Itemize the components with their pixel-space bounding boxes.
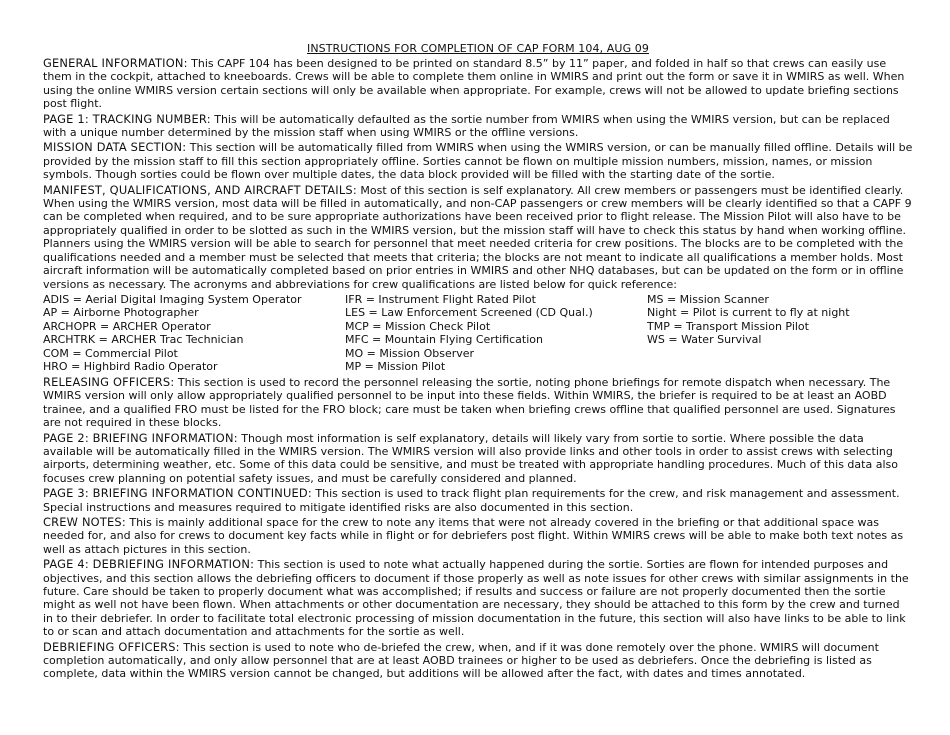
section-heading: RELEASING OFFICERS:	[43, 374, 175, 389]
section-heading: MANIFEST, QUALIFICATIONS, AND AIRCRAFT DETAILS:	[43, 182, 357, 197]
acronym-entry: ARCHTRK = ARCHER Trac Technician	[43, 333, 244, 347]
section-heading: GENERAL INFORMATION:	[43, 56, 188, 70]
section-debriefing-officers	[43, 641, 913, 681]
section-heading: PAGE 1: TRACKING NUMBER:	[43, 111, 211, 126]
section-debriefing-information	[43, 558, 913, 638]
section-tracking-number	[43, 113, 913, 140]
acronym-entry: Night = Pilot is current to fly at night	[647, 306, 850, 320]
document-title: INSTRUCTIONS FOR COMPLETION OF CAP FORM 104, AUG 09	[306, 42, 649, 55]
section-briefing-continued	[43, 487, 913, 514]
acronym-entry: HRO = Highbird Radio Operator	[43, 360, 218, 374]
acronym-list	[43, 293, 913, 374]
section-crew-notes	[43, 516, 913, 556]
acronym-entry: IFR = Instrument Flight Rated Pilot	[345, 292, 536, 306]
instructions-page	[43, 42, 913, 683]
section-body: This CAPF 104 has been designed to be printed on standard 8.5” by 11” paper, and folded in half so that crews can easily use them in the cockpit, attached to kneeboards. Crews will be able to complete them online in WMIRS and print out the form or save it in WMIRS as well. When using the online WMIRS version certain sections will only be available when appropriate. For example, crews will not be allowed to update briefing sections post flight.	[43, 57, 905, 111]
acronym-entry: MFC = Mountain Flying Certification	[345, 333, 543, 347]
acronym-entry: MS = Mission Scanner	[647, 292, 769, 306]
section-mission-data	[43, 141, 913, 181]
acronym-entry: MO = Mission Observer	[345, 346, 475, 360]
acronym-entry: TMP = Transport Mission Pilot	[647, 319, 809, 333]
section-body: Most of this section is self explanatory. All crew members or passengers must be identified clearly. When using the WMIRS version, most data will be filled in automatically, and non-CAP passengers or crew members will be clearly identified so that a CAPF 9 can be completed when required, and to be sure appropriate authorizations have been received prior to flight release. The Mission Pilot will also have to be appropriately qualified in order to be slotted as such in the WMIRS version, but the mission staff will have to check this status by hand when working offline. Planners using the WMIRS version will be able to search for personnel that meet needed criteria for crew positions. The blocks are to be completed with the qualifications needed and a member must be selected that meets that criteria; the blocks are not meant to indicate all qualifications a member holds. Most aircraft information will be automatically completed based on prior entries in WMIRS and other NHQ databases, but can be updated on the form or in offline versions as necessary. The acronyms and abbreviations for crew qualifications are listed below for quick reference:	[43, 183, 912, 291]
section-body: This section is used to track flight plan requirements for the crew, and risk management and assessment. Special instructions and measures required to mitigate identified risks are also documented in this section.	[43, 487, 900, 514]
section-body: This will be automatically defaulted as the sortie number from WMIRS when using the WMIRS version, but can be replaced with a unique number determined by the mission staff when using WMIRS or the offline versions.	[43, 112, 890, 140]
section-body: This section is used to record the personnel releasing the sortie, noting phone briefings for remote dispatch when necessary. The WMIRS version will only allow appropriately qualified personnel to be input into these fields. Within WMIRS, the briefer is required to be at least an AOBD trainee, and a qualified FRO must be listed for the FRO block; care must be taken when briefing crews offline that qualified personnel are used. Signatures are not required in these blocks.	[43, 375, 896, 430]
section-manifest	[43, 184, 913, 291]
section-heading: DEBRIEFING OFFICERS:	[43, 639, 180, 654]
section-body: This section is used to note who de-briefed the crew, when, and if it was done remotely over the phone. WMIRS will document completion automatically, and only allow personnel that are at least AOBD trainees or higher to be used as debriefers. Once the debriefing is listed as complete, data within the WMIRS version cannot be changed, but additions will be allowed after the fact, with dates and times annotated.	[43, 640, 879, 681]
acronym-entry	[647, 360, 913, 374]
section-heading: PAGE 4: DEBRIEFING INFORMATION:	[43, 557, 255, 572]
section-heading: PAGE 2: BRIEFING INFORMATION:	[43, 430, 238, 445]
section-body: Though most information is self explanatory, details will likely vary from sortie to sortie. Where possible the data available will be automatically filled in the WMIRS version. The WMIRS version will also provide links and other tools in order to assist crews with selecting airports, determining weather, etc. Some of this data could be sensitive, and must be treated with appropriate handling procedures. Much of this data also focuses crew planning on potential safety issues, and must be carefully considered and planned.	[43, 431, 898, 485]
section-general-information	[43, 57, 913, 111]
acronym-entry: ARCHOPR = ARCHER Operator	[43, 319, 211, 333]
section-heading: PAGE 3: BRIEFING INFORMATION CONTINUED:	[43, 486, 312, 501]
acronym-entry: AP = Airborne Photographer	[43, 306, 199, 320]
acronym-entry: COM = Commercial Pilot	[43, 346, 178, 360]
acronym-entry	[647, 347, 913, 361]
acronym-entry: MP = Mission Pilot	[345, 360, 446, 374]
section-heading: CREW NOTES:	[43, 514, 126, 529]
section-body: This section will be automatically filled from WMIRS when using the WMIRS version, or can be manually filled offline. Details will be provided by the mission staff to fill this section appropriately offline. Sorties cannot be flown on multiple mission numbers, mission, names, or mission symbols. Though sorties could be flown over multiple dates, the data block provided will be filled with the starting date of the sortie.	[43, 141, 913, 182]
acronym-entry: WS = Water Survival	[647, 333, 762, 347]
acronym-entry: LES = Law Enforcement Screened (CD Qual.)	[345, 306, 593, 320]
section-releasing-officers	[43, 376, 913, 430]
section-body: This section is used to note what actually happened during the sortie. Sorties are flown for intended purposes and objectives, and this section allows the debriefing officers to document if those properly as well as note issues for other crews with similar assignments in the future. Care should be taken to properly document what was accomplished; if results and success or failure are not properly documented then the sortie might as well not have been flown. When attachments or other documentation are necessary, they should be attached to this form by the crew and turned in to their debriefer. In order to facilitate total electronic processing of mission documentation in the future, this section will also have links to be able to link to or scan and attach documentation and attachments for the sortie as well.	[43, 558, 909, 639]
section-briefing-information	[43, 432, 913, 486]
section-body: This is mainly additional space for the crew to note any items that were not already covered in the briefing or that additional space was needed for, and also for crews to document key facts while in flight or for debriefers post flight. Within WMIRS crews will be able to make both text notes as well as attach pictures in this section.	[43, 515, 904, 556]
acronym-entry: MCP = Mission Check Pilot	[345, 319, 491, 333]
acronym-entry: ADIS = Aerial Digital Imaging System Operator	[43, 292, 302, 306]
section-heading: MISSION DATA SECTION:	[43, 140, 187, 155]
